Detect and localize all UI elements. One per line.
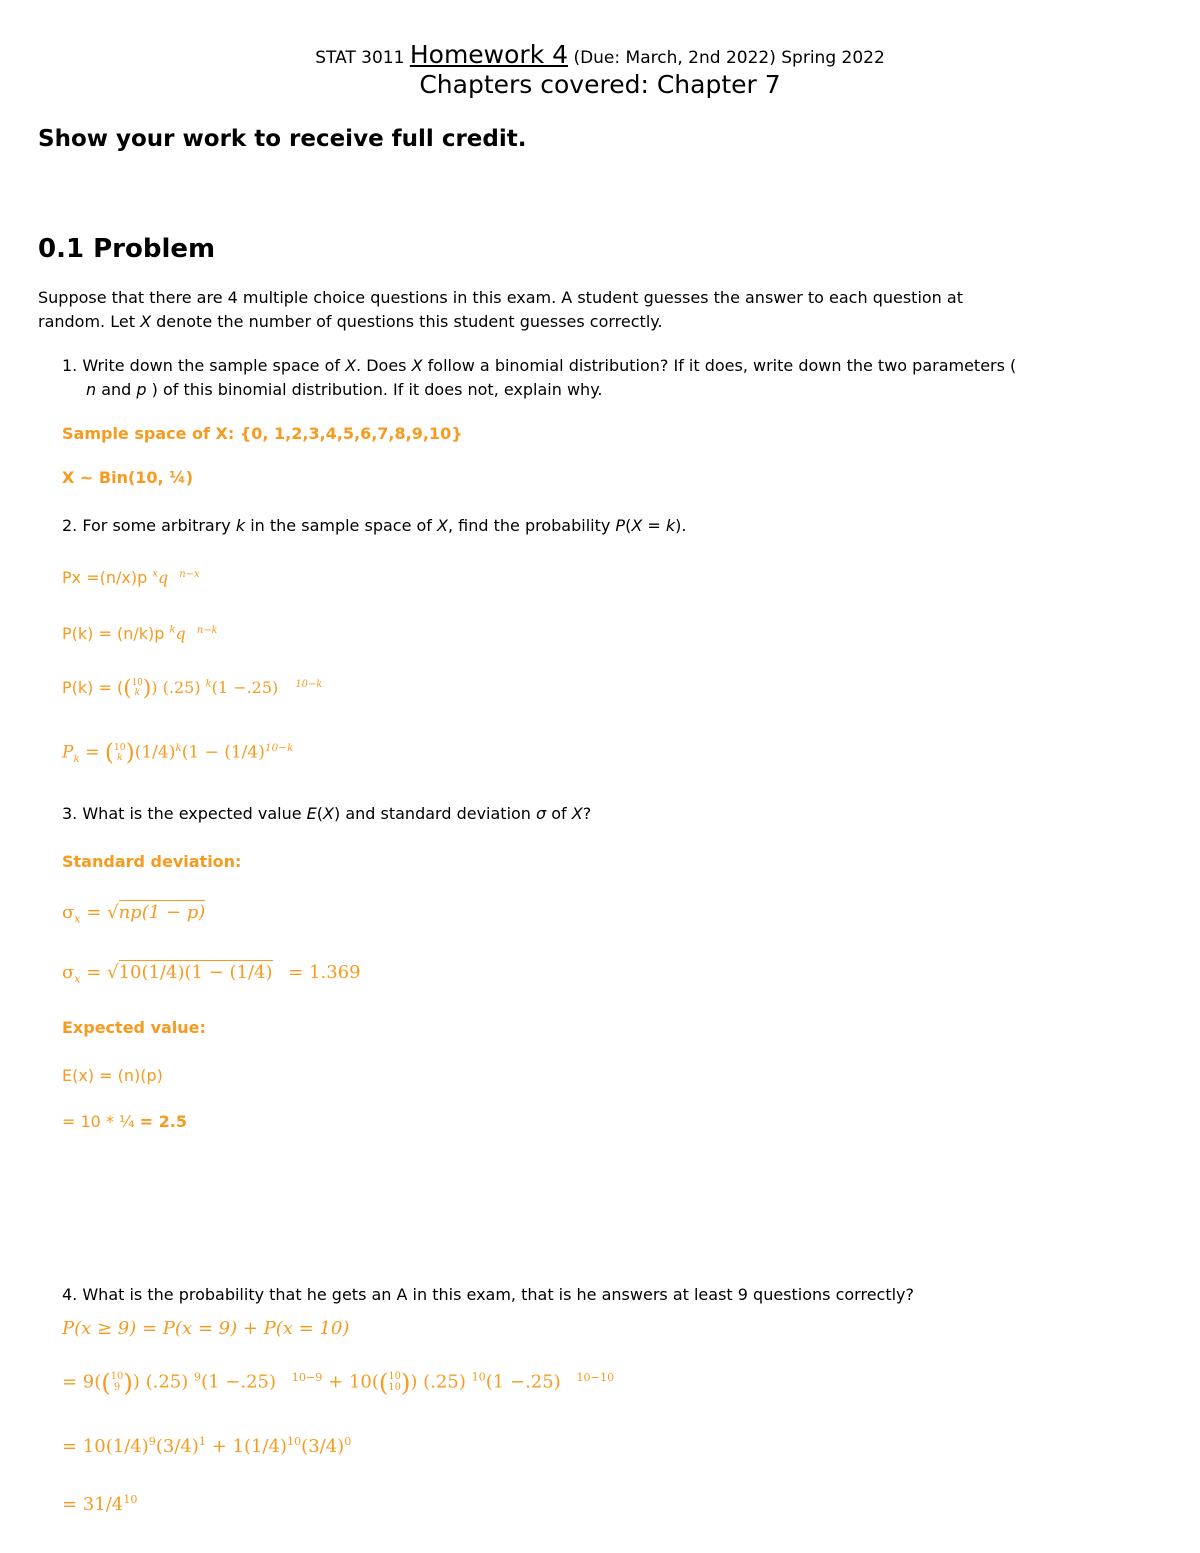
- formula-text: ) (.25): [410, 1371, 466, 1393]
- q4-formula-1: P(x ≥ 9) = P(x = 9) + P(x = 10): [62, 1318, 350, 1339]
- var-x: X: [631, 516, 643, 535]
- formula-pk: [62, 624, 218, 643]
- q-text: 3. What is the expected value: [62, 804, 307, 823]
- exponent: x: [152, 568, 158, 580]
- formula-text: + 1(1/4): [205, 1436, 287, 1457]
- subscript: x: [74, 972, 81, 986]
- formula-px: [62, 568, 200, 587]
- question-2: [62, 516, 686, 535]
- exponent: k: [169, 624, 176, 636]
- var-n: n: [86, 380, 97, 399]
- binom-paren: (: [104, 740, 114, 766]
- ev-text: = 10 * ¼: [62, 1112, 140, 1131]
- var-x: X: [437, 516, 448, 535]
- sd-result: = 1.369: [282, 962, 361, 983]
- binomial-coefficient: [388, 1372, 401, 1393]
- exponent: 10−k: [264, 741, 294, 754]
- exponent: k: [205, 678, 212, 690]
- var-sigma: σ: [62, 962, 75, 983]
- var-x: X: [411, 356, 423, 375]
- formula-text: (1 −.25): [485, 1371, 561, 1393]
- var-x: X: [140, 312, 152, 331]
- binom-top: 10: [110, 1371, 124, 1383]
- var-sigma: σ: [536, 804, 547, 823]
- problem-heading: 0.1 Problem: [38, 234, 216, 264]
- sqrt-icon: = √: [80, 962, 119, 983]
- question-1-line-1: [62, 356, 1016, 375]
- term: Spring 2022: [781, 48, 885, 68]
- instruction: Show your work to receive full credit.: [38, 126, 527, 152]
- binom-bottom: 9: [113, 1381, 121, 1393]
- ev-result: [62, 1112, 187, 1131]
- q-text: ) of this binomial distribution. If it does not, explain why.: [146, 380, 603, 399]
- q-text: 2. For some arbitrary: [62, 516, 236, 535]
- exponent: 10−k: [295, 678, 323, 690]
- formula-pk-fraction: [62, 740, 293, 766]
- binom-paren: ): [125, 740, 135, 766]
- sd-formula: [62, 902, 206, 926]
- intro-text: random. Let: [38, 312, 141, 331]
- q-text: (: [316, 804, 324, 823]
- question-4: 4. What is the probability that he gets an A in this exam, that is he answers at least 9 questions correctly?: [62, 1285, 915, 1304]
- binom-top: 10: [131, 678, 143, 689]
- q-text: . Does: [356, 356, 412, 375]
- var-p: P: [62, 742, 74, 763]
- formula-text: = 10(1/4): [62, 1436, 149, 1457]
- var-k: k: [665, 516, 676, 535]
- binom-paren: ): [400, 1368, 411, 1397]
- sqrt-icon: = √: [80, 902, 119, 923]
- binom-bottom: k: [134, 687, 140, 698]
- formula-text: P(k) = (: [62, 678, 124, 697]
- formula-pk-binomial: [62, 676, 322, 701]
- binomial-coefficient: [114, 743, 126, 763]
- exponent: n−x: [179, 568, 200, 580]
- sd-computed: [62, 962, 361, 986]
- formula-text: (1 − (1/4): [181, 742, 265, 763]
- q-text: ?: [582, 804, 592, 823]
- binomial-coefficient: [132, 679, 143, 697]
- formula-text: =: [79, 742, 105, 763]
- exponent: 9: [193, 1370, 202, 1384]
- binom-top: 10: [388, 1371, 401, 1383]
- var-e: E: [306, 804, 317, 823]
- q-text: ) and standard deviation: [334, 804, 537, 823]
- q-text: in the sample space of: [245, 516, 438, 535]
- exponent: 10−9: [291, 1370, 323, 1384]
- formula-text: (1 −.25): [201, 1371, 277, 1393]
- binom-paren: ): [123, 1368, 133, 1397]
- var-k: k: [235, 516, 246, 535]
- binom-bottom: k: [116, 752, 123, 763]
- var-sigma: σ: [62, 902, 75, 923]
- subscript: x: [74, 912, 81, 926]
- intro-text: denote the number of questions this student guesses correctly.: [151, 312, 663, 331]
- formula-text: (1 −.25): [211, 678, 279, 697]
- answer-sample-space: Sample space of X: {0, 1,2,3,4,5,6,7,8,9,10}: [62, 424, 463, 443]
- formula-text: Px =(n/x)p: [62, 568, 148, 587]
- q4-formula-3: [62, 1436, 351, 1457]
- binom-paren: (: [378, 1368, 389, 1397]
- exponent: 9: [148, 1435, 156, 1448]
- chapters-covered: Chapters covered: Chapter 7: [419, 70, 781, 99]
- binom-paren: (: [123, 676, 132, 701]
- header-line: [0, 40, 1200, 69]
- exponent: 10: [286, 1435, 302, 1448]
- q-text: of: [546, 804, 572, 823]
- formula-text: P(k) = (n/k)p: [62, 624, 165, 643]
- var-p: p: [136, 380, 147, 399]
- formula-text: (3/4): [155, 1436, 199, 1457]
- q4-formula-2: [62, 1368, 614, 1397]
- q-text: and: [96, 380, 137, 399]
- binom-paren: (: [101, 1368, 111, 1397]
- answer-distribution: X ~ Bin(10, ¼): [62, 468, 194, 487]
- question-3: [62, 804, 591, 823]
- q-text: 1. Write down the sample space of: [62, 356, 346, 375]
- binom-bottom: 10: [388, 1381, 401, 1393]
- radicand: 10(1/4)(1 − (1/4): [118, 962, 273, 983]
- formula-text: (3/4): [301, 1436, 345, 1457]
- q-text: ).: [675, 516, 687, 535]
- exponent: 1: [198, 1435, 206, 1448]
- formula-text: (1/4): [134, 742, 176, 763]
- ev-value: = 2.5: [139, 1112, 187, 1131]
- var-q: q: [157, 568, 169, 587]
- formula-text: = 9(: [62, 1371, 102, 1393]
- var-q: q: [175, 624, 186, 643]
- exponent: n−k: [196, 624, 218, 636]
- binomial-coefficient: [111, 1372, 124, 1393]
- intro-line-1: Suppose that there are 4 multiple choice questions in this exam. A student guesses the answer to each question at: [38, 288, 963, 307]
- homework-title: Homework 4: [409, 40, 569, 69]
- formula-text: ) (.25): [132, 1371, 189, 1393]
- q4-result: [62, 1494, 137, 1515]
- sd-label: Standard deviation:: [62, 852, 242, 871]
- course-code: STAT 3011: [315, 48, 405, 68]
- formula-text: ) (.25): [151, 678, 201, 697]
- binom-top: 10: [113, 742, 126, 754]
- exponent: k: [175, 741, 182, 754]
- exponent: 0: [344, 1435, 352, 1448]
- subscript: k: [73, 752, 80, 765]
- exponent: 10: [123, 1493, 138, 1506]
- radicand: np(1 − p): [118, 902, 206, 923]
- q-text: , find the probability: [447, 516, 616, 535]
- q-text: (: [625, 516, 632, 535]
- formula-text: + 10(: [322, 1371, 379, 1393]
- q-text: =: [642, 516, 666, 535]
- q-text: follow a binomial distribution? If it does, write down the two parameters (: [422, 356, 1017, 375]
- formula-text: = 31/4: [62, 1494, 124, 1515]
- var-x: X: [345, 356, 357, 375]
- question-1-line-2: [86, 380, 602, 399]
- var-x: X: [571, 804, 583, 823]
- exponent: 10: [471, 1370, 486, 1384]
- var-p: P: [615, 516, 626, 535]
- ev-formula: E(x) = (n)(p): [62, 1066, 163, 1085]
- var-x: X: [323, 804, 334, 823]
- ev-label: Expected value:: [62, 1018, 206, 1037]
- exponent: 10−10: [576, 1370, 615, 1384]
- due-date: (Due: March, 2nd 2022): [573, 48, 776, 68]
- intro-line-2: [38, 312, 663, 331]
- binom-paren: ): [142, 676, 152, 701]
